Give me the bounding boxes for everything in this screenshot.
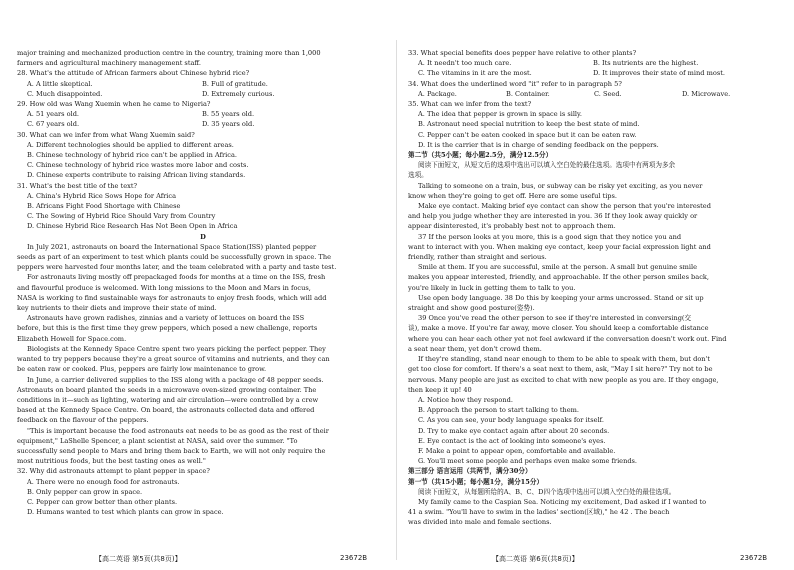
option-row <box>17 89 389 99</box>
text-line: B. Chinese technology of hybrid rice can't be applied in Africa. <box>27 151 238 160</box>
option-text: C. Seed. <box>594 89 622 98</box>
text-line: Smile at them. If you are successful, smile at the person. A small but genuine smile <box>418 263 698 272</box>
text-line: be eaten raw or cooked. Plus, peppers are fairly low maintenance to grow. <box>17 365 267 374</box>
text-line: 第二节（共5小题；每小题2.5分，满分12.5分） <box>408 151 553 160</box>
text-line: Use open body language. 38 Do this by keeping your arms uncrossed. Stand or sit up <box>418 293 704 302</box>
left-page-column <box>17 48 389 548</box>
text-line: D. Humans wanted to test which plants can grow in space. <box>27 508 224 517</box>
text-line: 阅读下面短文，从每题所给的A、B、C、D四个选项中选出可以填入空白处的最佳选项。 <box>418 487 676 496</box>
text-line: major training and mechanized production centre in the country, training more than 1,000 <box>17 49 321 57</box>
text-line: C. Chinese technology of hybrid rice wastes more labor and costs. <box>27 161 249 170</box>
text-line: makes you appear interested, friendly, and approachable. If the other person smiles back, <box>408 273 709 282</box>
left-page-code: 23672B <box>340 554 368 562</box>
text-line: My family came to the Caspian Sea. Noticing my excitement, Dad asked if I wanted to <box>418 497 707 506</box>
text-line: B. Only pepper can grow in space. <box>27 487 143 496</box>
option-row <box>17 79 389 89</box>
text-line: For astronauts living mostly off prepackaged foods for months at a time on the ISS, fresh <box>27 273 326 282</box>
option-text: D. Extremely curious. <box>202 89 275 98</box>
text-line: get too close for comfort. If there's a seat next to them, ask, "May I sit here?" Try not to be <box>408 365 713 374</box>
text-line: 第一节（共15小题；每小题1分，满分15分） <box>408 477 544 486</box>
text-line: 阅读下面短文，从短文后的选项中选出可以填入空白处的最佳选项。选项中有两项为多余 <box>418 161 676 170</box>
text-line: and flavourful produce is welcomed. With long missions to the Moon and Mars in focus, <box>17 283 311 292</box>
text-line: peppers were harvested four months later, and the team celebrated with a party and taste test. <box>17 263 337 272</box>
option-text: D. It improves their state of mind most. <box>593 69 725 78</box>
text-line: know when they're going to get off. Here are some useful tips. <box>408 191 618 200</box>
text-line: B. Africans Fight Food Shortage with Chinese <box>27 202 181 211</box>
option-row <box>408 58 780 68</box>
text-line: 谈), make a move. If you're far away, move closer. You should keep a comfortable distance <box>408 324 709 333</box>
text-line: A. China's Hybrid Rice Sows Hope for Africa <box>27 191 177 200</box>
text-line: Astronauts on board planted the seeds in a microwave oven-sized growing container. The <box>17 385 317 394</box>
text-line: was divided into male and female sections. <box>408 518 552 527</box>
text-line: 39 Once you've read the other person to see if they're interested in conversing(交 <box>418 314 692 323</box>
text-line: nervous. Many people are just as excited to chat with new people as you are. If they engage, <box>408 375 719 384</box>
text-line: NASA is working to find sustainable ways for astronauts to enjoy fresh foods, which will add <box>17 293 327 302</box>
text-line: key nutrients to their diets and improve their state of mind. <box>17 304 217 313</box>
option-text: D. 35 years old. <box>202 120 255 129</box>
option-text: B. 55 years old. <box>202 110 255 119</box>
option-row <box>17 109 389 119</box>
option-row <box>408 89 780 99</box>
text-line: B. Astronaut need special nutrition to keep the best state of mind. <box>418 120 640 129</box>
text-line: D. Try to make eye contact again after about 20 seconds. <box>418 426 610 435</box>
right-page-column <box>408 48 780 548</box>
option-text: D. Microwave. <box>682 89 731 98</box>
option-text: A. A little skeptical. <box>27 79 93 88</box>
option-text: A. Package. <box>418 89 457 98</box>
text-line: 35. What can we infer from the text? <box>408 100 532 109</box>
text-line: you're likely in luck in getting them to talk to you. <box>408 283 576 292</box>
text-line: want to interact with you. When making eye contact, keep your facial expression light and <box>408 242 711 251</box>
text-line: successfully send people to Mars and bring them back to Earth, we will not only require the <box>17 446 326 455</box>
text-line: 28. What's the attitude of African farmers about Chinese hybrid rice? <box>17 69 250 78</box>
text-line: Make eye contact. Making brief eye contact can show the person that you're interested <box>418 202 711 211</box>
text-line: In July 2021, astronauts on board the International Space Station(ISS) planted pepper <box>27 242 317 251</box>
text-line: where you can hear each other yet not feel awkward if the conversation doesn't work out. Find <box>408 334 727 343</box>
text-line: 41 a swim. "You'll have to swim in the ladies' section(区域)," he 42 . The beach <box>408 508 670 517</box>
left-page-footer: 【高二英语 第5页(共8页)】 <box>95 555 182 563</box>
text-line: 37 If the person looks at you more, this is a good sign that they notice you and <box>418 232 682 241</box>
text-line: before, but this is the first time they grew peppers, which posed a new challenge, reports <box>17 324 318 333</box>
text-line: farmers and agricultural machinery management staff. <box>17 59 201 68</box>
text-line: and help you judge whether they are interested in you. 36 If they look away quickly or <box>408 212 698 221</box>
text-line: then keep it up! 40 <box>408 385 472 394</box>
text-line: A. There were no enough food for astronauts. <box>27 477 180 486</box>
text-line: In June, a carrier delivered supplies to the ISS along with a package of 48 pepper seeds. <box>27 375 324 384</box>
text-line: 30. What can we infer from what Wang Xuemin said? <box>17 130 195 139</box>
text-line: seeds as part of an experiment to test which plants could be successfully grown in space. The <box>17 253 331 262</box>
text-line: Astronauts have grown radishes, zinnias and a variety of lettuces on board the ISS <box>27 314 305 323</box>
option-row <box>408 68 780 78</box>
text-line: feedback on the flavour of the peppers. <box>17 416 149 425</box>
option-text: A. 51 years old. <box>27 110 80 119</box>
text-line: C. Pepper can't be eaten cooked in space but it can be eaten raw. <box>418 130 637 139</box>
text-line: D. It is the carrier that is in charge of sending feedback on the peppers. <box>418 140 659 149</box>
text-line: appear disinterested, it's probably best not to approach them. <box>408 222 616 231</box>
text-line: a seat near them, yet don't crowd them. <box>408 344 542 353</box>
text-line: "This is important because the food astronauts eat needs to be as good as the rest of their <box>27 426 329 435</box>
page-divider <box>396 40 397 560</box>
text-line: A. Notice how they respond. <box>418 395 513 404</box>
text-line: 选项。 <box>408 171 428 180</box>
text-line: wanted to try peppers because they're a great source of vitamins and nutrients, and they can <box>17 355 330 364</box>
text-line: 29. How old was Wang Xuemin when he came to Nigeria? <box>17 100 211 109</box>
right-page-code: 23672B <box>740 554 768 562</box>
text-line: A. The idea that pepper is grown in space is silly. <box>418 110 582 119</box>
right-page-footer: 【高二英语 第6页(共8页)】 <box>492 555 579 563</box>
text-line: equipment," LaShelle Spencer, a plant scientist at NASA, said over the summer. "To <box>17 436 298 445</box>
text-line: A. Different technologies should be applied to different areas. <box>27 140 234 149</box>
option-text: C. Much disappointed. <box>27 89 103 98</box>
text-line: 33. What special benefits does pepper have relative to other plants? <box>408 49 637 57</box>
text-line: D <box>200 232 206 241</box>
text-line: D. Chinese Hybrid Rice Research Has Not Been Open in Africa <box>27 222 238 231</box>
text-line: C. Pepper can grow better than other plants. <box>27 497 178 506</box>
text-line: straight and show good posture(姿势). <box>408 304 535 313</box>
text-line: 34. What does the underlined word "it" refer to in paragraph 5? <box>408 79 622 88</box>
text-line: C. As you can see, your body language speaks for itself. <box>418 416 604 425</box>
text-line: D. Chinese experts contribute to raising African living standards. <box>27 171 246 180</box>
text-line: most nutritious foods, but the best tasting ones as well." <box>17 457 206 466</box>
text-line: B. Approach the person to start talking to them. <box>418 406 579 415</box>
text-line: friendly, rather than straight and serious. <box>408 253 547 262</box>
option-text: B. Full of gratitude. <box>202 79 268 88</box>
option-row <box>17 119 389 129</box>
text-line: 31. What's the best title of the text? <box>17 181 137 190</box>
option-text: C. 67 years old. <box>27 120 80 129</box>
option-text: C. The vitamins in it are the most. <box>418 69 532 78</box>
option-text: B. Container. <box>506 89 550 98</box>
text-line: Talking to someone on a train, bus, or subway can be risky yet exciting, as you never <box>418 181 703 190</box>
text-line: If they're standing, stand near enough to them to be able to speak with them, but don't <box>418 355 711 364</box>
option-text: A. It needn't too much care. <box>418 59 512 68</box>
text-line: Elizabeth Howell for Space.com. <box>17 334 127 343</box>
text-line: F. Make a point to appear open, comfortable and available. <box>418 446 616 455</box>
text-line: Biologists at the Kennedy Space Centre spent two years picking the perfect pepper. They <box>27 344 326 353</box>
text-line: conditions in it—such as lighting, watering and air circulation—were controlled by a crew <box>17 395 319 404</box>
text-line: based at the Kennedy Space Centre. On board, the astronauts collected data and offered <box>17 406 315 415</box>
text-line: 32. Why did astronauts attempt to plant pepper in space? <box>17 467 210 476</box>
text-line: E. Eye contact is the act of looking into someone's eyes. <box>418 436 606 445</box>
text-line: G. You'll meet some people and perhaps even make some friends. <box>418 457 638 466</box>
text-line: C. The Sowing of Hybrid Rice Should Vary from Country <box>27 212 216 221</box>
text-line: 第三部分 语言运用（共两节，满分30分） <box>408 467 532 476</box>
option-text: B. Its nutrients are the highest. <box>593 59 699 68</box>
